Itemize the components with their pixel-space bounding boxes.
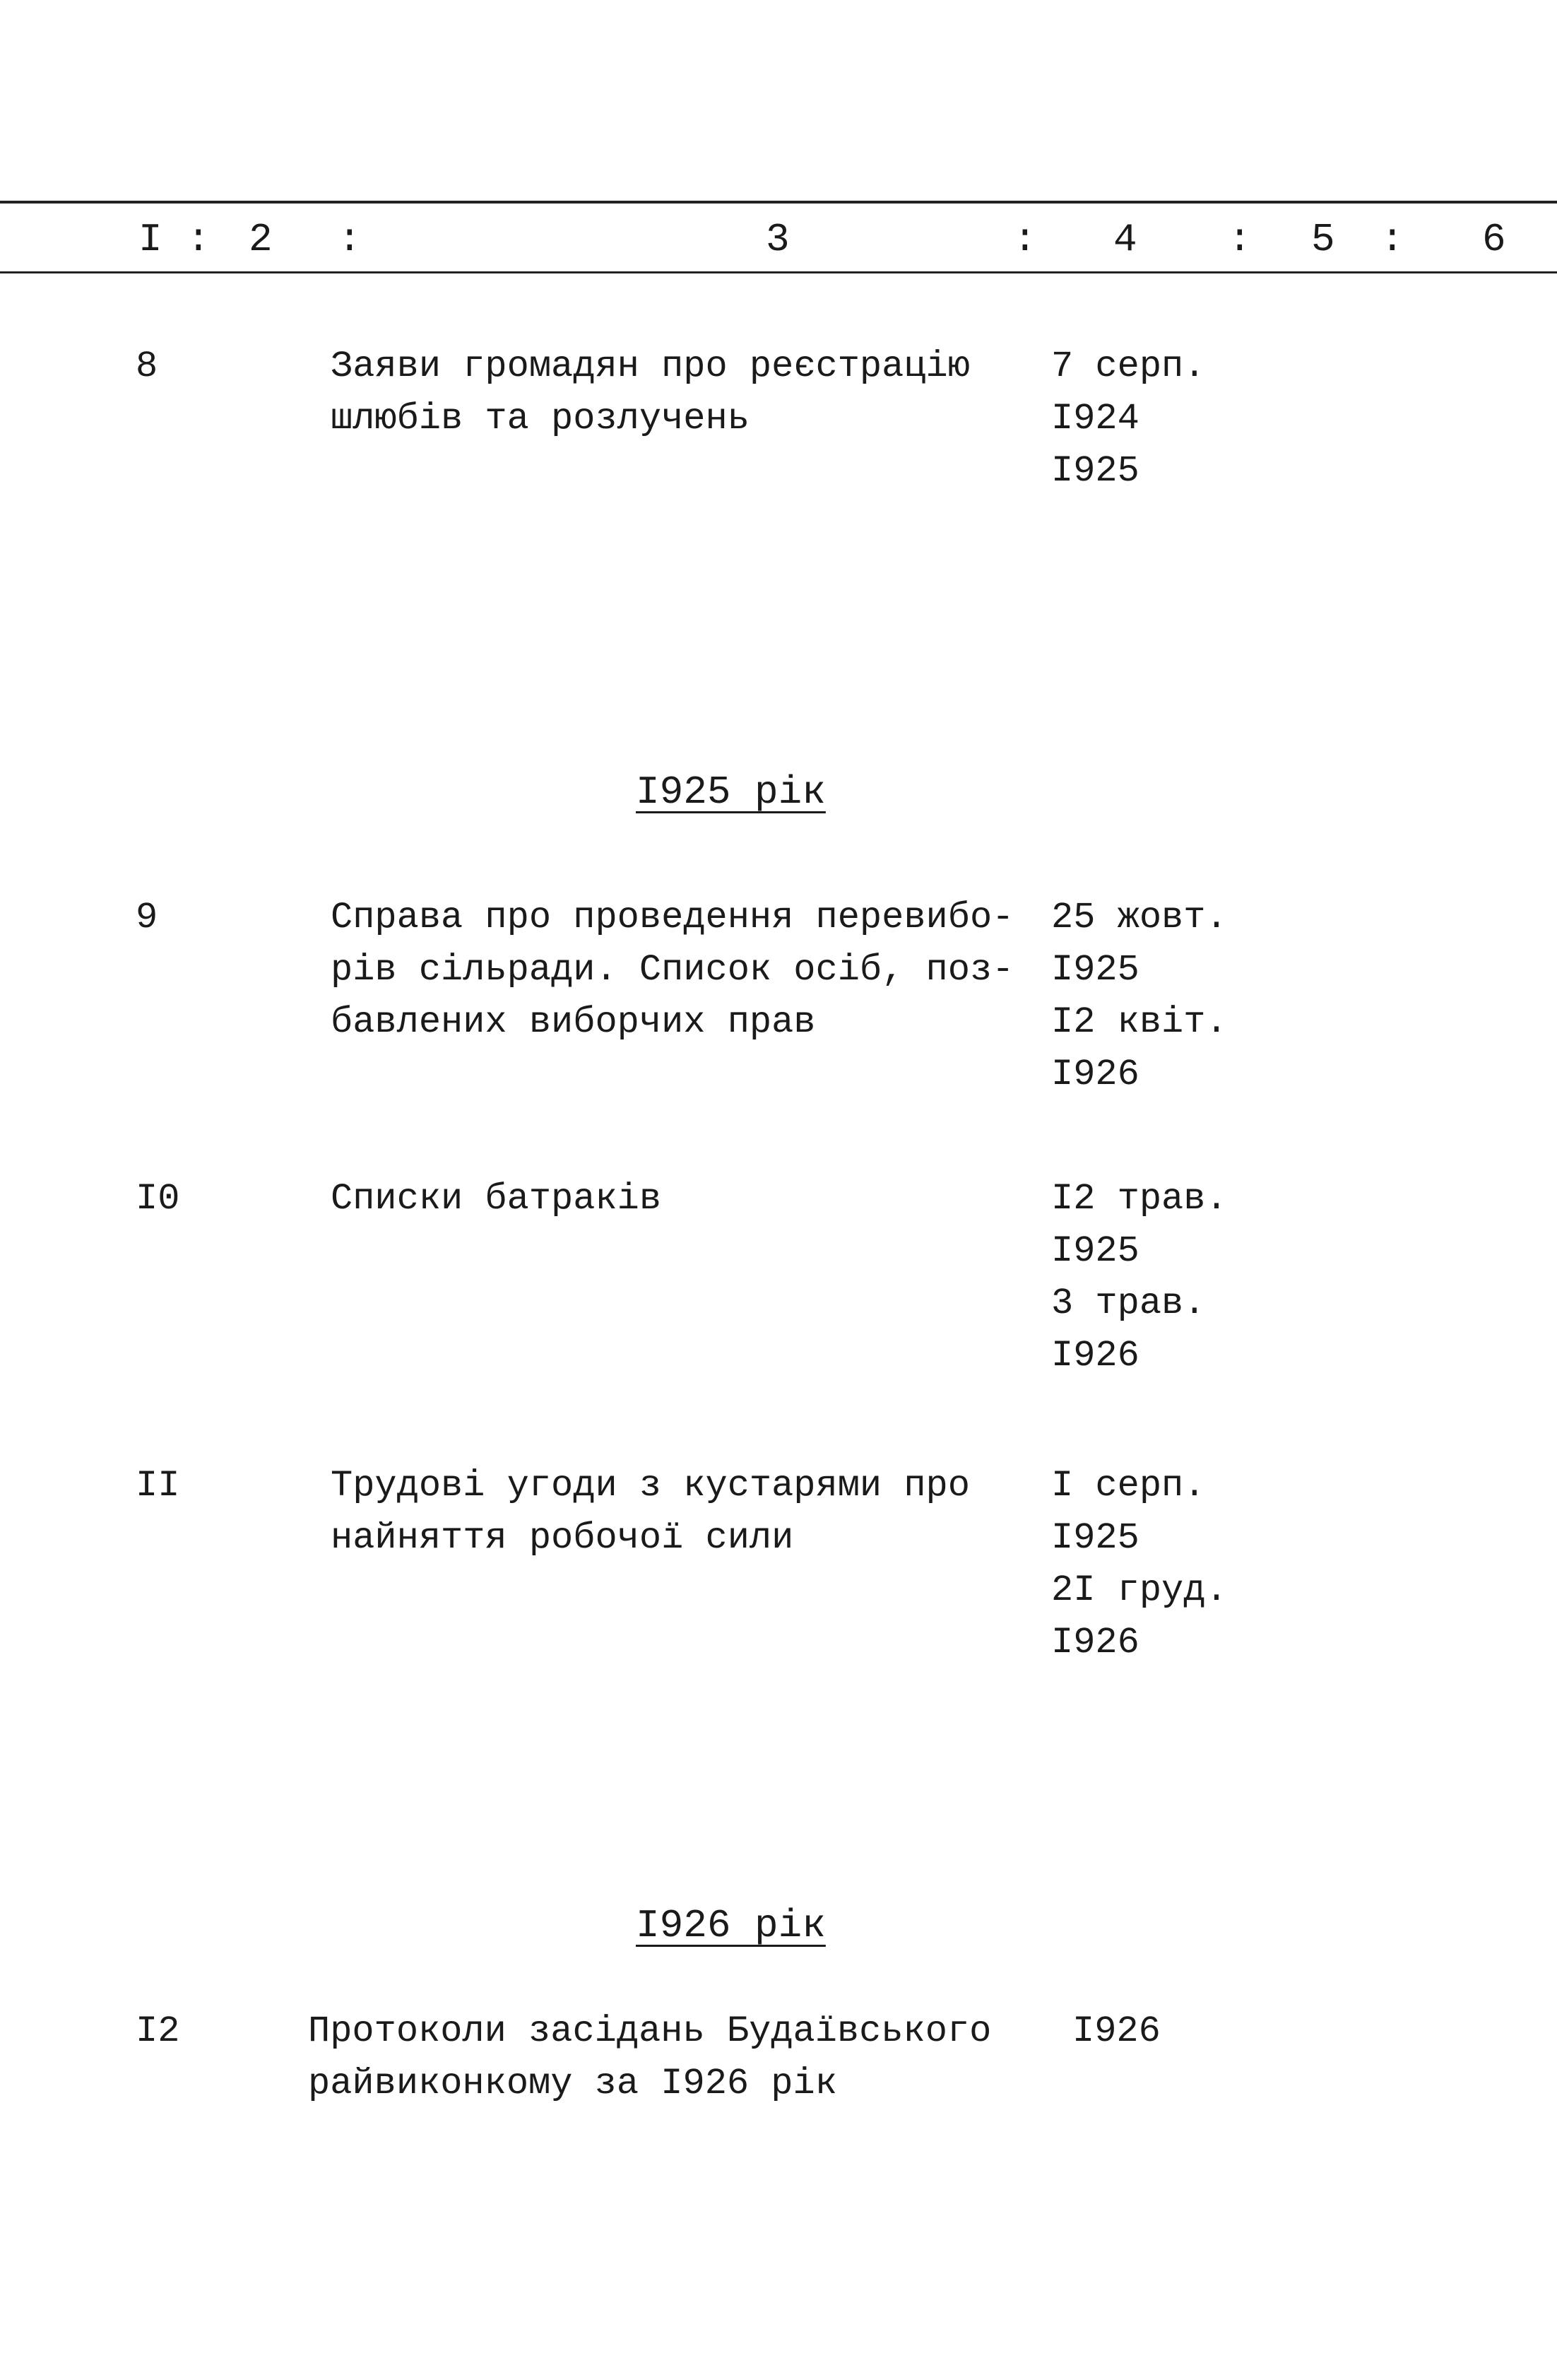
table-header-bottom-rule — [0, 271, 1557, 273]
row-dates — [1051, 341, 1205, 497]
header-col-3: 3 — [766, 217, 790, 262]
row-title-line: Справа про проведення перевибо- — [331, 897, 1014, 938]
row-title — [331, 1460, 970, 1565]
row-dates — [1051, 892, 1228, 1101]
header-col-5: 5 — [1311, 217, 1335, 262]
row-title-line: бавлених виборчих прав — [331, 1001, 816, 1043]
row-date-line: I926 — [1051, 1622, 1139, 1663]
section-heading-1926: I926 рік — [636, 1903, 826, 1948]
row-title-line: райвиконкому за I926 рік — [308, 2063, 837, 2104]
header-separator: : — [1013, 217, 1037, 262]
row-title-line: рів сільради. Список осіб, поз- — [331, 949, 1014, 991]
row-date-line: 3 трав. — [1051, 1283, 1206, 1324]
row-title — [331, 1173, 661, 1225]
row-date-line: I925 — [1051, 1517, 1139, 1559]
row-date-line: I2 квіт. — [1051, 1001, 1228, 1043]
header-separator: : — [338, 217, 362, 262]
row-title-line: шлюбів та розлучень — [331, 398, 750, 440]
row-date-line: I926 — [1051, 1335, 1139, 1377]
row-date-line: I924 — [1051, 398, 1139, 440]
row-dates — [1051, 1173, 1228, 1382]
row-title-line: Трудові угоди з кустарями про — [331, 1465, 970, 1507]
header-col-1: I — [138, 217, 162, 262]
row-number: 9 — [136, 897, 158, 938]
row-date-line: I2 трав. — [1051, 1178, 1228, 1220]
row-title-line: Списки батраків — [331, 1178, 662, 1220]
row-title-line: найняття робочої сили — [331, 1517, 794, 1559]
row-date-line: I925 — [1051, 1230, 1139, 1272]
row-number: I0 — [136, 1178, 180, 1220]
row-date-line: I925 — [1051, 450, 1139, 492]
row-date-line: I926 — [1072, 2010, 1161, 2052]
row-title — [308, 2005, 991, 2110]
section-heading-1925: I925 рік — [636, 770, 826, 815]
row-date-line: 25 жовт. — [1051, 897, 1228, 938]
header-col-4: 4 — [1113, 217, 1137, 262]
row-title — [331, 892, 1014, 1049]
row-date-line: I серп. — [1051, 1465, 1206, 1507]
row-date-line: I926 — [1051, 1054, 1139, 1095]
header-separator: : — [1228, 217, 1252, 262]
header-col-2: 2 — [249, 217, 273, 262]
row-number: II — [136, 1465, 180, 1507]
row-date-line: 2I груд. — [1051, 1569, 1228, 1611]
header-col-6: 6 — [1482, 217, 1506, 262]
row-title-line: Протоколи засідань Будаївського — [308, 2010, 992, 2052]
row-number: 8 — [136, 346, 158, 387]
header-separator: : — [1380, 217, 1404, 262]
row-date-line: I925 — [1051, 949, 1139, 991]
table-header-top-rule — [0, 201, 1557, 204]
row-number: I2 — [136, 2010, 180, 2052]
row-dates — [1072, 2005, 1161, 2058]
header-separator: : — [187, 217, 211, 262]
row-dates — [1051, 1460, 1228, 1669]
row-title — [331, 341, 970, 445]
row-date-line: 7 серп. — [1051, 346, 1206, 387]
row-title-line: Заяви громадян про реєстрацію — [331, 346, 970, 387]
